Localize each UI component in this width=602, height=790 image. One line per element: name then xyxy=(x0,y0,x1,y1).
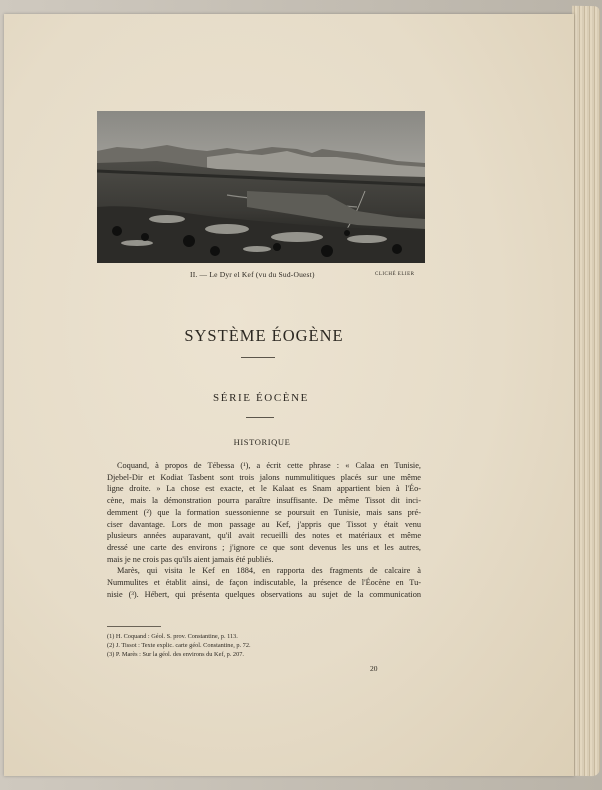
section-heading: HISTORIQUE xyxy=(233,437,291,447)
subtitle-rule xyxy=(246,417,274,418)
footnotes xyxy=(107,632,251,659)
text-line: Djebel-Dir et Kodiat Tasbent sont trois jalons nummulitiques placés sur une même xyxy=(107,472,421,482)
text-line: mais je ne crois pas qu'ils aient jamais été publiés. xyxy=(107,554,274,564)
text-line: ciser davantage. Lors de mon passage au Kef, j'appris que Tissot y était venu xyxy=(107,519,421,529)
text-line: ligne droite. » La chose est exacte, et le Kalaat es Snam appartient bien à l'Éo- xyxy=(107,484,421,494)
book-page xyxy=(4,14,574,776)
text-line: Nummulites et établit ainsi, de façon indiscutable, la présence de l'Éocène en Tu- xyxy=(107,578,421,588)
footnote: (1) H. Coquand : Géol. S. prov. Constantine, p. 113. xyxy=(107,633,238,640)
text-line: nisie (³). Hébert, qui présenta quelques observations au sujet de la communication xyxy=(107,589,421,599)
page-stack-edges xyxy=(572,6,600,776)
text-line: demment (²) que la formation suessonienne se poursuit en Tunisie, mais sans pré- xyxy=(107,507,421,517)
footnote-rule xyxy=(107,626,161,627)
body-text xyxy=(107,460,421,600)
series-title: SÉRIE ÉOCÈNE xyxy=(213,392,309,404)
text-line: plusieurs années auparavant, qu'il avait recueilli des notes et matériaux et même xyxy=(107,531,421,541)
text-line: Marès, qui visita le Kef en 1884, en rapporta des fragments de calcaire à xyxy=(117,566,421,576)
figure-caption: II. — Le Dyr el Kef (vu du Sud-Ouest) xyxy=(190,270,315,279)
chapter-title: SYSTÈME ÉOGÈNE xyxy=(184,326,344,345)
landscape-photo xyxy=(97,111,425,263)
text-line: cène, mais la démonstration pourra paraître insuffisante. De même Tissot dit inci- xyxy=(107,496,421,506)
title-rule xyxy=(241,357,275,358)
footnote: (2) J. Tissot : Texte explic. carte géol. Constantine, p. 72. xyxy=(107,642,251,649)
text-line: dressé une carte des environs ; j'ignore ce que sont devenus les uns et les autres, xyxy=(107,542,421,552)
photo-credit: CLICHÉ ELIER xyxy=(375,272,415,277)
text-line: Coquand, à propos de Tébessa (¹), a écrit cette phrase : « Calaa en Tunisie, xyxy=(117,461,421,470)
footnote: (3) P. Marès : Sur la géol. des environs du Kef, p. 207. xyxy=(107,651,244,658)
page-number: 20 xyxy=(370,664,378,673)
